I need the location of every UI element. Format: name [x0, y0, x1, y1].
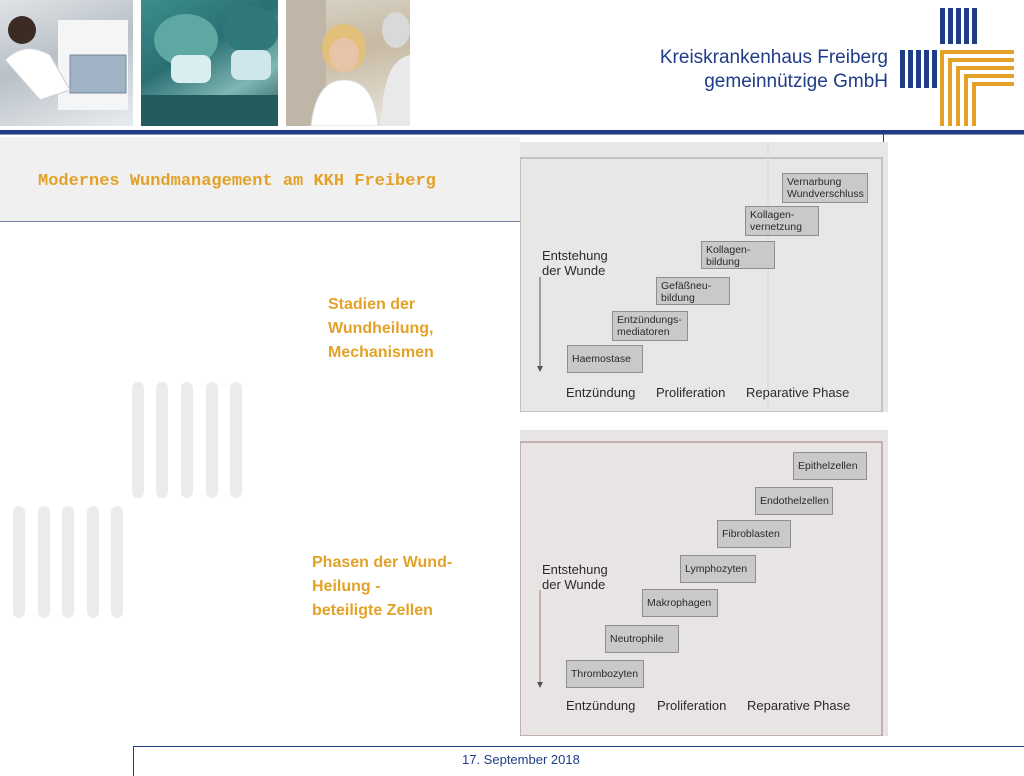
stage-box: Endothelzellen: [755, 487, 833, 515]
watermark-bar: [87, 506, 99, 618]
nurse-illustration: [286, 0, 410, 126]
title-underline: [0, 221, 520, 222]
stage-box: Kollagen- bildung: [701, 241, 775, 269]
diagram-bottom-origin: Entstehung der Wunde: [542, 562, 608, 592]
watermark-bar: [111, 506, 123, 618]
hospital-name-line1: Kreiskrankenhaus Freiberg: [659, 47, 888, 68]
phase-label: Reparative Phase: [746, 385, 850, 400]
phase-label: Entzündung: [566, 698, 636, 713]
stage-box: Makrophagen: [642, 589, 718, 617]
watermark-bar: [13, 506, 25, 618]
stage-box: Kollagen- vernetzung: [745, 206, 819, 236]
watermark-bar: [181, 382, 193, 498]
stage-box: Lymphozyten: [680, 555, 756, 583]
stage-box: Neutrophile: [605, 625, 679, 653]
surgeons-photo: [141, 0, 278, 126]
phase-label: Proliferation: [657, 698, 727, 713]
stage-box: Vernarbung Wundverschluss: [782, 173, 868, 203]
phase-label: Entzündung: [566, 385, 636, 400]
right-divider-tick: [883, 134, 884, 142]
watermark-bar: [62, 506, 74, 618]
header-divider-thin: [0, 134, 1024, 135]
watermark-bar: [206, 382, 218, 498]
watermark-bar: [38, 506, 50, 618]
lab-technician-photo: [0, 0, 133, 126]
surgeons-illustration: [141, 0, 278, 126]
hospital-name-line2: gemeinnützige GmbH: [704, 71, 888, 92]
hospital-name: [660, 46, 888, 94]
watermark-bar: [132, 382, 144, 498]
nurse-consultation-photo: [286, 0, 410, 126]
stage-box: Fibroblasten: [717, 520, 791, 548]
lab-technician-illustration: [0, 0, 133, 126]
watermark-bar: [230, 382, 242, 498]
stage-box: Gefäßneu- bildung: [656, 277, 730, 305]
phase-label: Proliferation: [656, 385, 726, 400]
footer-date: 17. September 2018: [462, 752, 580, 767]
wound-healing-stages-diagram: [520, 142, 888, 412]
phase-label: Reparative Phase: [747, 698, 851, 713]
watermark-bar: [156, 382, 168, 498]
diagram-top-origin: Entstehung der Wunde: [542, 248, 608, 278]
healing-phases-cells-diagram: [520, 430, 888, 736]
hospital-logo-icon: [898, 8, 1018, 130]
stage-box: Thrombozyten: [566, 660, 644, 688]
slide-title: Modernes Wundmanagement am KKH Freiberg: [38, 172, 436, 191]
stage-box: Entzündungs- mediatoren: [612, 311, 688, 341]
stage-box: Haemostase: [567, 345, 643, 373]
stage-box: Epithelzellen: [793, 452, 867, 480]
label-healing-phases-cells: Phasen der Wund- Heilung - beteiligte Zellen: [312, 554, 453, 619]
label-wound-healing-stages: Stadien der Wundheilung, Mechanismen: [328, 296, 434, 361]
